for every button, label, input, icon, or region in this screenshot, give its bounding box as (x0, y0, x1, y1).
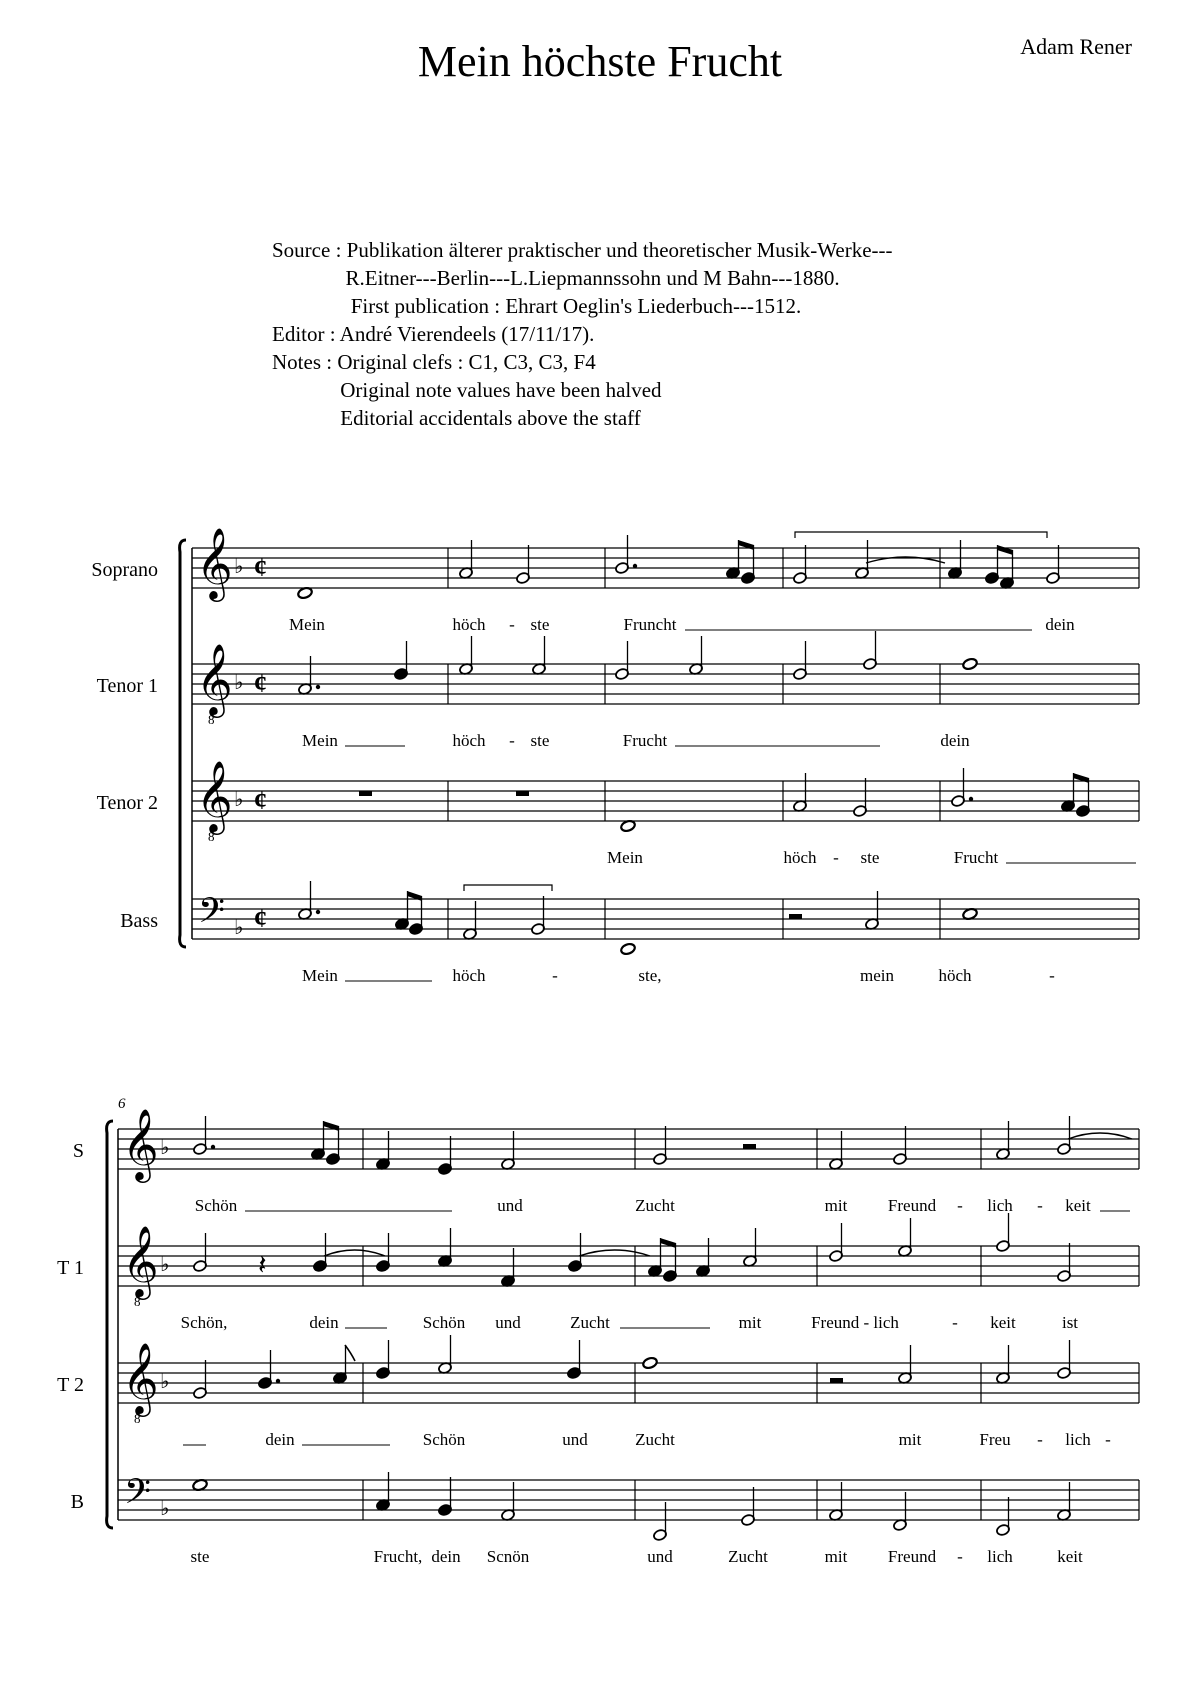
augmentation-dot (211, 1145, 215, 1149)
page-title: Mein höchste Frucht (417, 37, 783, 86)
lyric-syllable: höch (452, 615, 486, 634)
flat-icon: ♭ (234, 917, 244, 939)
composer-name: Adam Rener (1020, 34, 1132, 59)
lyric-syllable: höch (452, 731, 486, 750)
note-head (962, 657, 978, 670)
rest-icon (789, 914, 802, 919)
part-name: T 1 (57, 1257, 84, 1279)
flat-icon: ♭ (234, 672, 244, 694)
lyric-syllable: dein (265, 1430, 295, 1449)
lyric-syllable: lich (1065, 1430, 1091, 1449)
lyric-syllable: - (833, 848, 839, 867)
ligature-bracket (795, 532, 1047, 538)
octave-mark: 8 (208, 712, 215, 727)
lyric-syllable: Schön (422, 1430, 466, 1449)
treble-clef-icon: 𝄞 (196, 530, 233, 598)
lyric-syllable: Zucht (728, 1547, 768, 1566)
lyric-syllable: Zucht (570, 1313, 610, 1332)
lyric-syllable: Scnön (486, 1547, 530, 1566)
treble-clef-icon: 𝄞 (122, 1345, 159, 1413)
notes-line: Source : Publikation älterer praktischer und theoretischer Musik-Werke--- (272, 238, 893, 262)
notes-line: R.Eitner---Berlin---L.Liepmannssohn und M Bahn---1880. (272, 266, 840, 290)
lyric-syllable: - (957, 1196, 963, 1215)
flat-icon: ♭ (160, 1371, 170, 1393)
cut-time-icon: ¢ (254, 669, 267, 698)
lyric-syllable: und (497, 1196, 523, 1215)
lyric-syllable: höch (452, 966, 486, 985)
lyric-syllable: dein (431, 1547, 461, 1566)
lyric-syllable: ist (1061, 1313, 1079, 1332)
lyric-syllable: Schön, (180, 1313, 228, 1332)
notes-line: Editorial accidentals above the staff (272, 406, 641, 430)
lyric-syllable: Schön (422, 1313, 466, 1332)
ligature-bracket (464, 885, 552, 891)
lyric-syllable: und (647, 1547, 673, 1566)
octave-mark: 8 (134, 1411, 141, 1426)
lyric-syllable: ste (860, 848, 880, 867)
rest-icon (516, 791, 529, 796)
system-bracket (180, 540, 186, 947)
treble-clef-icon: 𝄞 (122, 1228, 159, 1296)
flat-icon: ♭ (234, 556, 244, 578)
lyric-syllable: Freund (887, 1196, 937, 1215)
lyric-syllable: und (562, 1430, 588, 1449)
notes-line: First publication : Ehrart Oeglin's Liederbuch---1512. (272, 294, 802, 318)
tie (1068, 1133, 1132, 1139)
notes-line: Editor : André Vierendeels (17/11/17). (272, 322, 595, 346)
lyric-syllable: keit (1065, 1196, 1091, 1215)
notes-line: Notes : Original clefs : C1, C3, C3, F4 (272, 350, 596, 374)
lyric-syllable: Frucht (622, 731, 668, 750)
bass-clef-icon: 𝄢 (198, 893, 226, 939)
lyric-syllable: Zucht (635, 1196, 675, 1215)
lyric-syllable: - (952, 1313, 958, 1332)
lyric-syllable: Mein (607, 848, 643, 867)
lyric-syllable: mit (824, 1196, 848, 1215)
lyric-syllable: dein (309, 1313, 339, 1332)
lyric-syllable: - (509, 731, 515, 750)
lyric-syllable: Mein (302, 731, 338, 750)
augmentation-dot (276, 1379, 280, 1383)
part-name: Bass (120, 910, 158, 932)
part-name: Tenor 2 (96, 792, 158, 814)
rest-icon (359, 791, 372, 796)
lyric-syllable: Freu (979, 1430, 1011, 1449)
augmentation-dot (316, 685, 320, 689)
lyric-syllable: - (957, 1547, 963, 1566)
cut-time-icon: ¢ (254, 786, 267, 815)
cut-time-icon: ¢ (254, 904, 267, 933)
lyric-syllable: - (1049, 966, 1055, 985)
lyric-syllable: Freund - lich (811, 1313, 899, 1332)
flat-icon: ♭ (234, 789, 244, 811)
lyric-syllable: ste, (638, 966, 662, 985)
lyric-syllable: - (509, 615, 515, 634)
rest-icon: 𝄽 (258, 1250, 267, 1281)
part-name: Tenor 1 (96, 675, 158, 697)
beam (997, 545, 1013, 555)
octave-mark: 8 (134, 1294, 141, 1309)
lyric-syllable: Fruncht (623, 615, 677, 634)
lyric-syllable: keit (1057, 1547, 1083, 1566)
lyric-syllable: - (552, 966, 558, 985)
augmentation-dot (316, 910, 320, 914)
cut-time-icon: ¢ (254, 553, 267, 582)
note-flag (345, 1345, 355, 1361)
notes-line: Original note values have been halved (272, 378, 662, 402)
measure-number: 6 (118, 1096, 126, 1112)
lyric-syllable: ste (190, 1547, 210, 1566)
rest-icon (830, 1378, 843, 1383)
bass-clef-icon: 𝄢 (124, 1474, 152, 1520)
lyric-syllable: mit (824, 1547, 848, 1566)
treble-clef-icon: 𝄞 (196, 646, 233, 714)
part-name: S (72, 1140, 84, 1162)
lyric-syllable: dein (1045, 615, 1075, 634)
augmentation-dot (969, 797, 973, 801)
tie (324, 1250, 385, 1256)
augmentation-dot (633, 564, 637, 568)
lyric-syllable: höch (938, 966, 972, 985)
lyric-syllable: lich (987, 1547, 1013, 1566)
octave-mark: 8 (208, 829, 215, 844)
system-bracket (107, 1121, 113, 1528)
lyric-syllable: Frucht (953, 848, 999, 867)
tie (579, 1250, 650, 1256)
lyric-syllable: - (1037, 1196, 1043, 1215)
flat-icon: ♭ (160, 1254, 170, 1276)
lyric-syllable: dein (940, 731, 970, 750)
lyric-syllable: Schön (194, 1196, 238, 1215)
lyric-syllable: mein (860, 966, 894, 985)
lyric-syllable: keit (990, 1313, 1016, 1332)
part-name: B (70, 1491, 84, 1513)
rest-icon (743, 1144, 756, 1149)
note-head (642, 1356, 658, 1369)
flat-icon: ♭ (160, 1137, 170, 1159)
lyric-syllable: mit (898, 1430, 922, 1449)
lyric-syllable: Zucht (635, 1430, 675, 1449)
lyric-syllable: mit (738, 1313, 762, 1332)
part-name: Soprano (91, 559, 158, 581)
lyric-syllable: ste (530, 615, 550, 634)
lyric-syllable: Mein (302, 966, 338, 985)
lyric-syllable: höch (783, 848, 817, 867)
flat-icon: ♭ (160, 1498, 170, 1520)
lyric-syllable: lich (987, 1196, 1013, 1215)
note-head (620, 942, 636, 955)
lyric-syllable: - (1037, 1430, 1043, 1449)
treble-clef-icon: 𝄞 (122, 1111, 159, 1179)
lyric-syllable: Mein (289, 615, 325, 634)
part-name: T 2 (57, 1374, 84, 1396)
lyric-syllable: Freund (887, 1547, 937, 1566)
lyric-syllable: Frucht, (373, 1547, 423, 1566)
lyric-syllable: - (1105, 1430, 1111, 1449)
lyric-syllable: und (495, 1313, 521, 1332)
treble-clef-icon: 𝄞 (196, 763, 233, 831)
lyric-syllable: ste (530, 731, 550, 750)
